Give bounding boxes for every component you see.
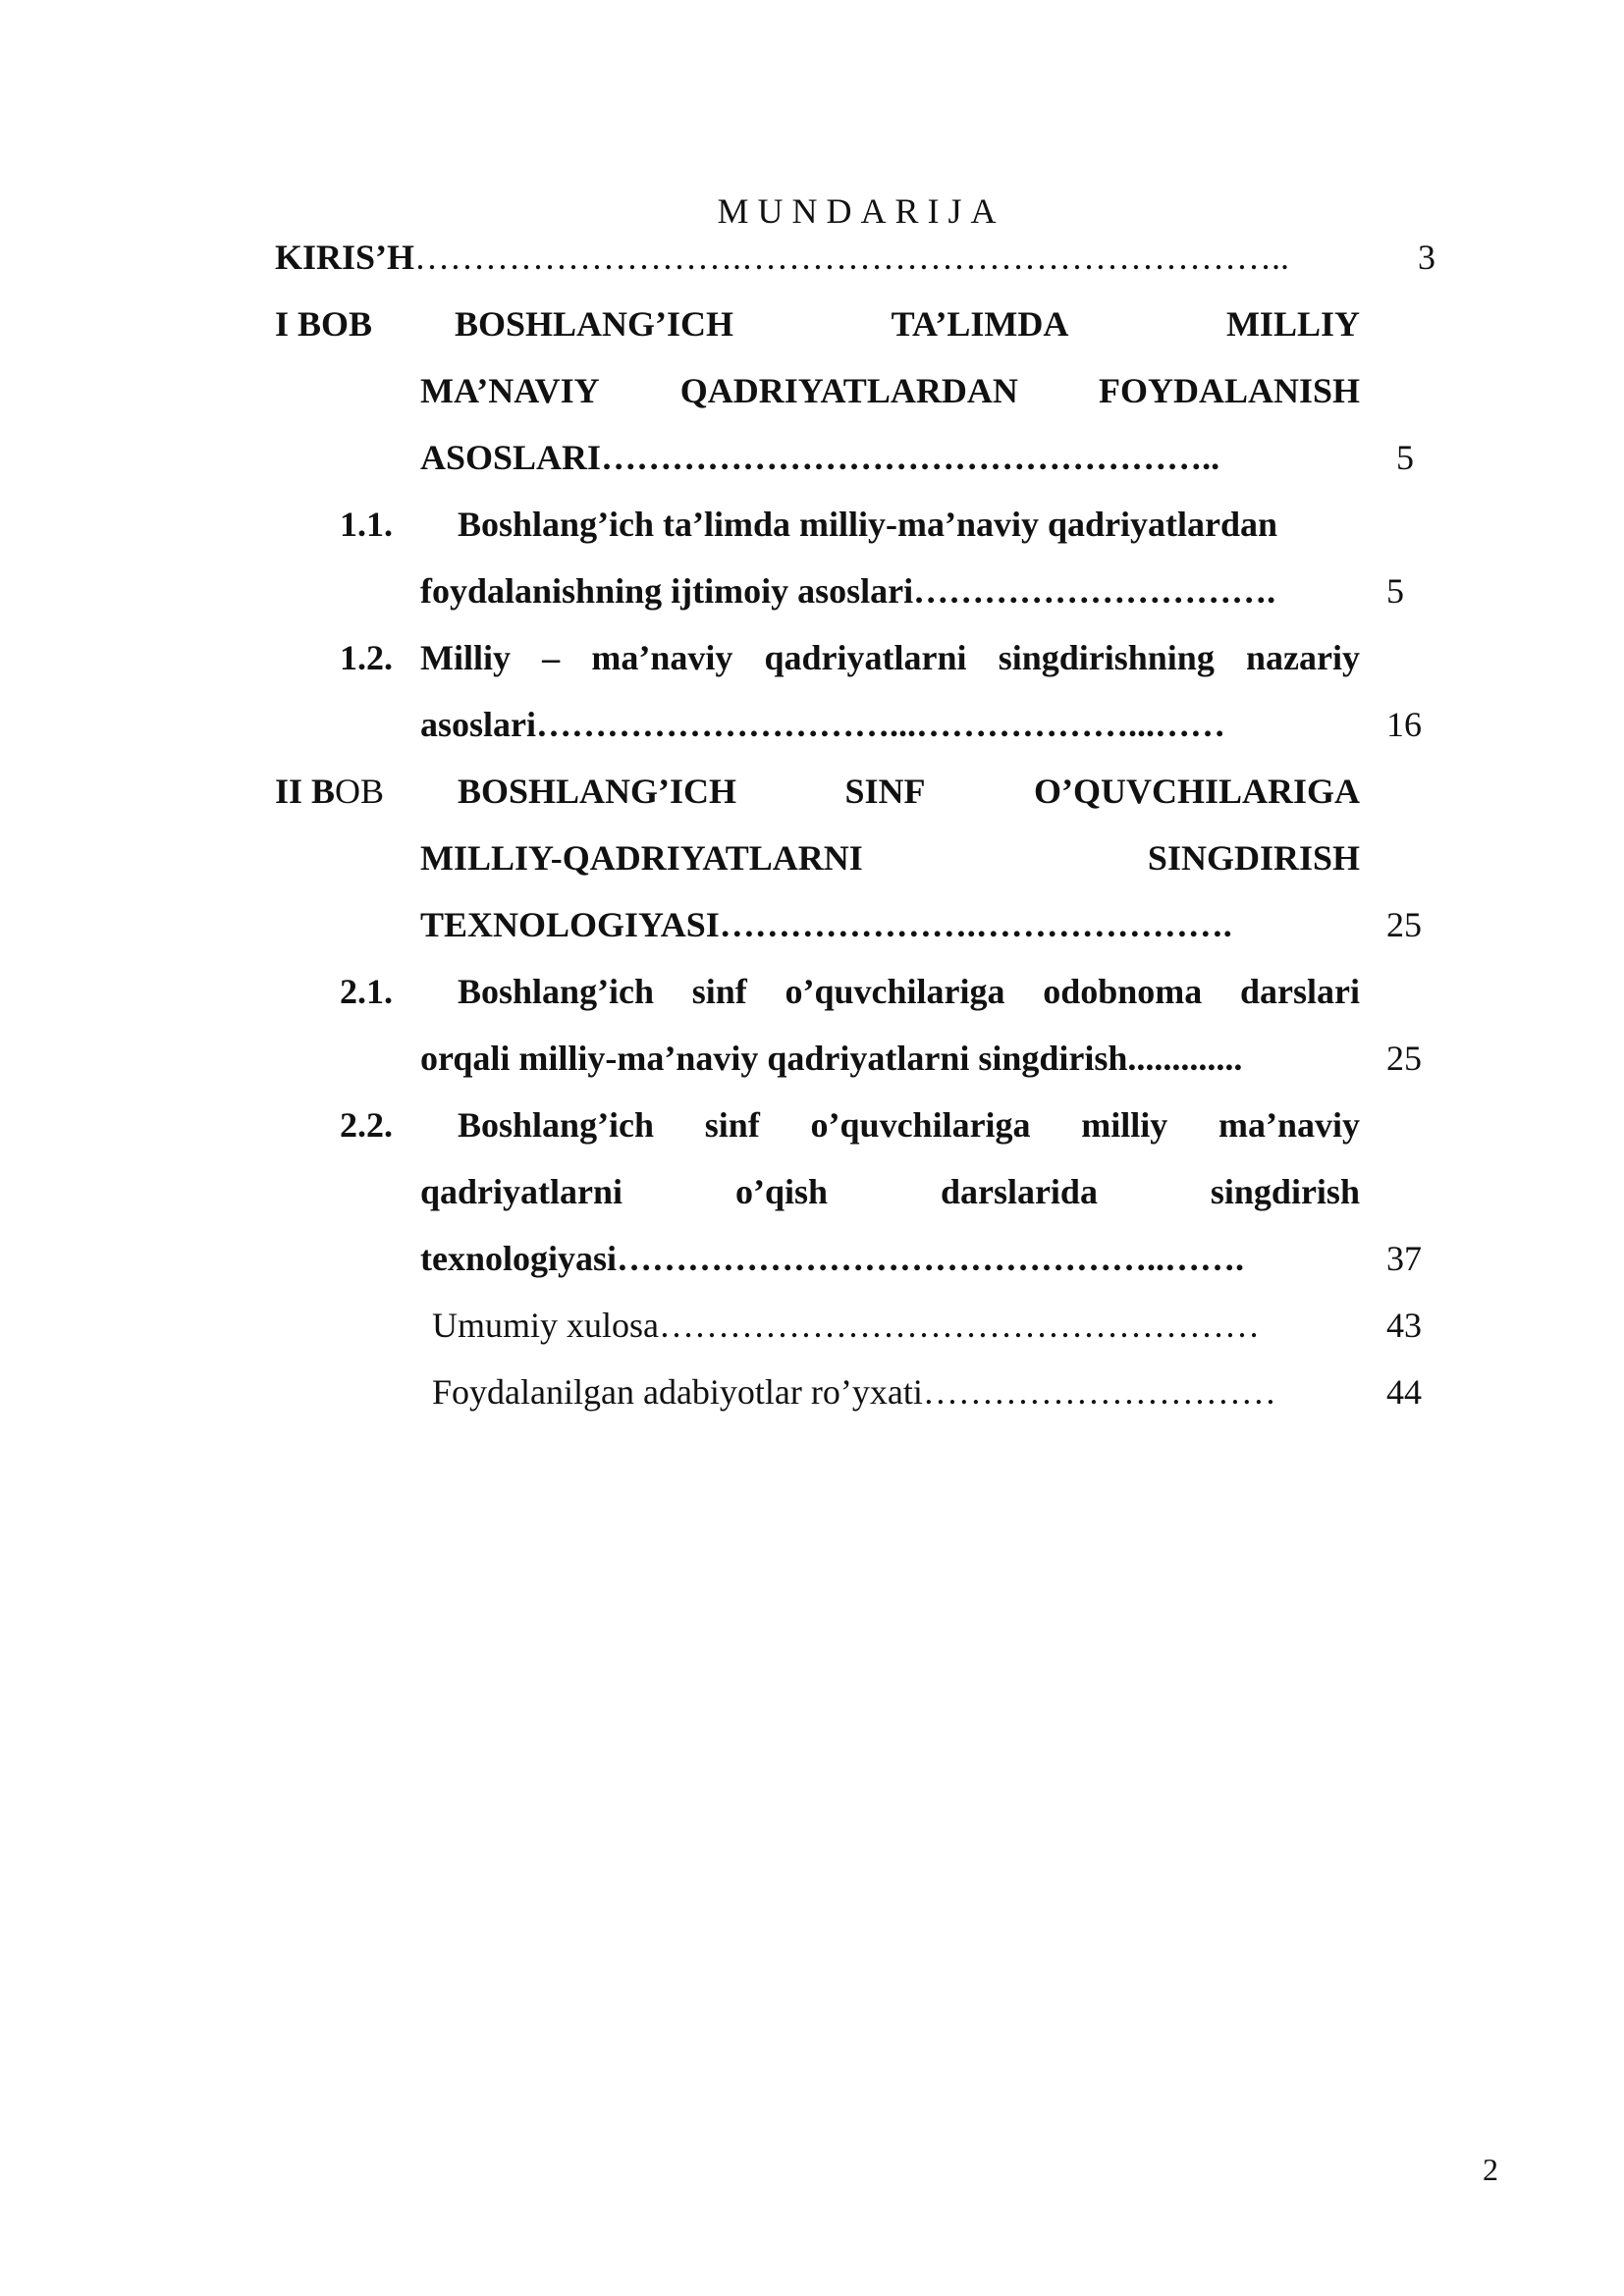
word: TA’LIMDA: [891, 304, 1069, 344]
chapter-title-line: [455, 304, 1360, 344]
chapter-title-line: [420, 371, 1360, 410]
word: o’qish: [734, 1172, 828, 1211]
toc-entry-intro: [275, 238, 1289, 277]
word: o’quvchilariga: [810, 1105, 1031, 1145]
word: qadriyatlarni: [764, 638, 967, 677]
chapter-title-line: [420, 838, 1360, 878]
word: BOSHLANG’ICH: [458, 772, 737, 811]
section-number: 2.2.: [340, 1105, 393, 1145]
word: QADRIYATLARDAN: [679, 371, 1018, 410]
word: BOSHLANG’ICH: [455, 304, 734, 344]
word: Boshlang’ich: [458, 1105, 655, 1145]
section-title-line: [420, 638, 1360, 677]
word: SINGDIRISH: [1147, 838, 1360, 878]
toc-dots: ……………………….………………………………………..: [414, 238, 1290, 277]
section-title-line: [420, 1239, 1244, 1278]
section-title-line: [458, 1105, 1360, 1145]
toc-entry-label: Foydalanilgan adabiyotlar ro’yxati: [432, 1372, 923, 1412]
toc-dots: ……………………………………………..: [601, 438, 1220, 477]
toc-dots: …………………………: [922, 1372, 1276, 1412]
word: –: [542, 638, 561, 677]
word: SINF: [844, 772, 926, 811]
chapter-title-line: [458, 772, 1360, 811]
word: Milliy: [420, 638, 511, 677]
toc-dots: …………………………...………………...……: [536, 705, 1226, 744]
word: singdirish: [1210, 1172, 1360, 1211]
section-title-line: Boshlang’ich ta’limda milliy-ma’naviy qadriyatlardan: [458, 505, 1278, 544]
word: O’QUVCHILARIGA: [1033, 772, 1360, 811]
chapter-label: [275, 772, 384, 811]
toc-page-number: 43: [1386, 1306, 1422, 1345]
toc-page-number: 44: [1386, 1372, 1422, 1412]
section-title-line: [420, 705, 1225, 744]
word: ma’naviy: [1218, 1105, 1360, 1145]
toc-page-number: 5: [1386, 571, 1404, 611]
word: MILLIY-QADRIYATLARNI: [420, 838, 863, 878]
word: ma’naviy: [591, 638, 733, 677]
word: foydalanishning ijtimoiy asoslari: [420, 571, 914, 611]
label-normal: OB: [335, 772, 385, 811]
toc-page-number: 25: [1386, 905, 1422, 944]
label-bold: II B: [275, 772, 336, 811]
toc-page-number: 5: [1396, 438, 1414, 477]
toc-entry-label: KIRIS’H: [275, 238, 415, 277]
word: o’quvchilariga: [785, 972, 1005, 1011]
word: qadriyatlarni: [420, 1172, 623, 1211]
word: sinf: [704, 1105, 760, 1145]
word: Boshlang’ich: [458, 972, 655, 1011]
chapter-label: I BOB: [275, 304, 373, 344]
toc-dots: ………………….………………….: [719, 905, 1232, 944]
word: ASOSLARI: [420, 438, 602, 477]
toc-page-number: 16: [1386, 705, 1422, 744]
section-number: 2.1.: [340, 972, 393, 1011]
word: MA’NAVIY: [420, 371, 600, 410]
word: asoslari: [420, 705, 537, 744]
word: darslari: [1239, 972, 1360, 1011]
toc-entry-label: Umumiy xulosa: [432, 1306, 659, 1345]
toc-page-number: 37: [1386, 1239, 1422, 1278]
toc-entry-summary: [432, 1306, 1260, 1345]
chapter-title-line: [420, 905, 1232, 944]
toc-entry-references: [432, 1372, 1276, 1412]
toc-dots: ……………………………………………: [659, 1306, 1260, 1345]
word: texnologiyasi: [420, 1239, 618, 1278]
section-title-line: orqali milliy-ma’naviy qadriyatlarni singdirish.............: [420, 1039, 1243, 1078]
section-number: 1.1.: [340, 505, 393, 544]
word: darslarida: [940, 1172, 1098, 1211]
word: sinf: [691, 972, 747, 1011]
toc-page-number: 3: [1418, 238, 1435, 277]
section-title-line: [458, 972, 1360, 1011]
toc-dots: ………………………….: [913, 571, 1276, 611]
toc-title: MUNDARIJA: [717, 191, 1005, 231]
page-number: 2: [1483, 2152, 1498, 2187]
section-title-line: [420, 571, 1275, 611]
word: TEXNOLOGIYASI: [420, 905, 720, 944]
word: singdirishning: [998, 638, 1215, 677]
word: milliy: [1081, 1105, 1168, 1145]
chapter-title-line: [420, 438, 1219, 477]
word: odobnoma: [1043, 972, 1203, 1011]
word: MILLIY: [1225, 304, 1360, 344]
section-number: 1.2.: [340, 638, 393, 677]
toc-page-number: 25: [1386, 1039, 1422, 1078]
toc-dots: ………………………………………..…….: [617, 1239, 1245, 1278]
word: nazariy: [1246, 638, 1360, 677]
section-title-line: [420, 1172, 1360, 1211]
word: FOYDALANISH: [1098, 371, 1360, 410]
